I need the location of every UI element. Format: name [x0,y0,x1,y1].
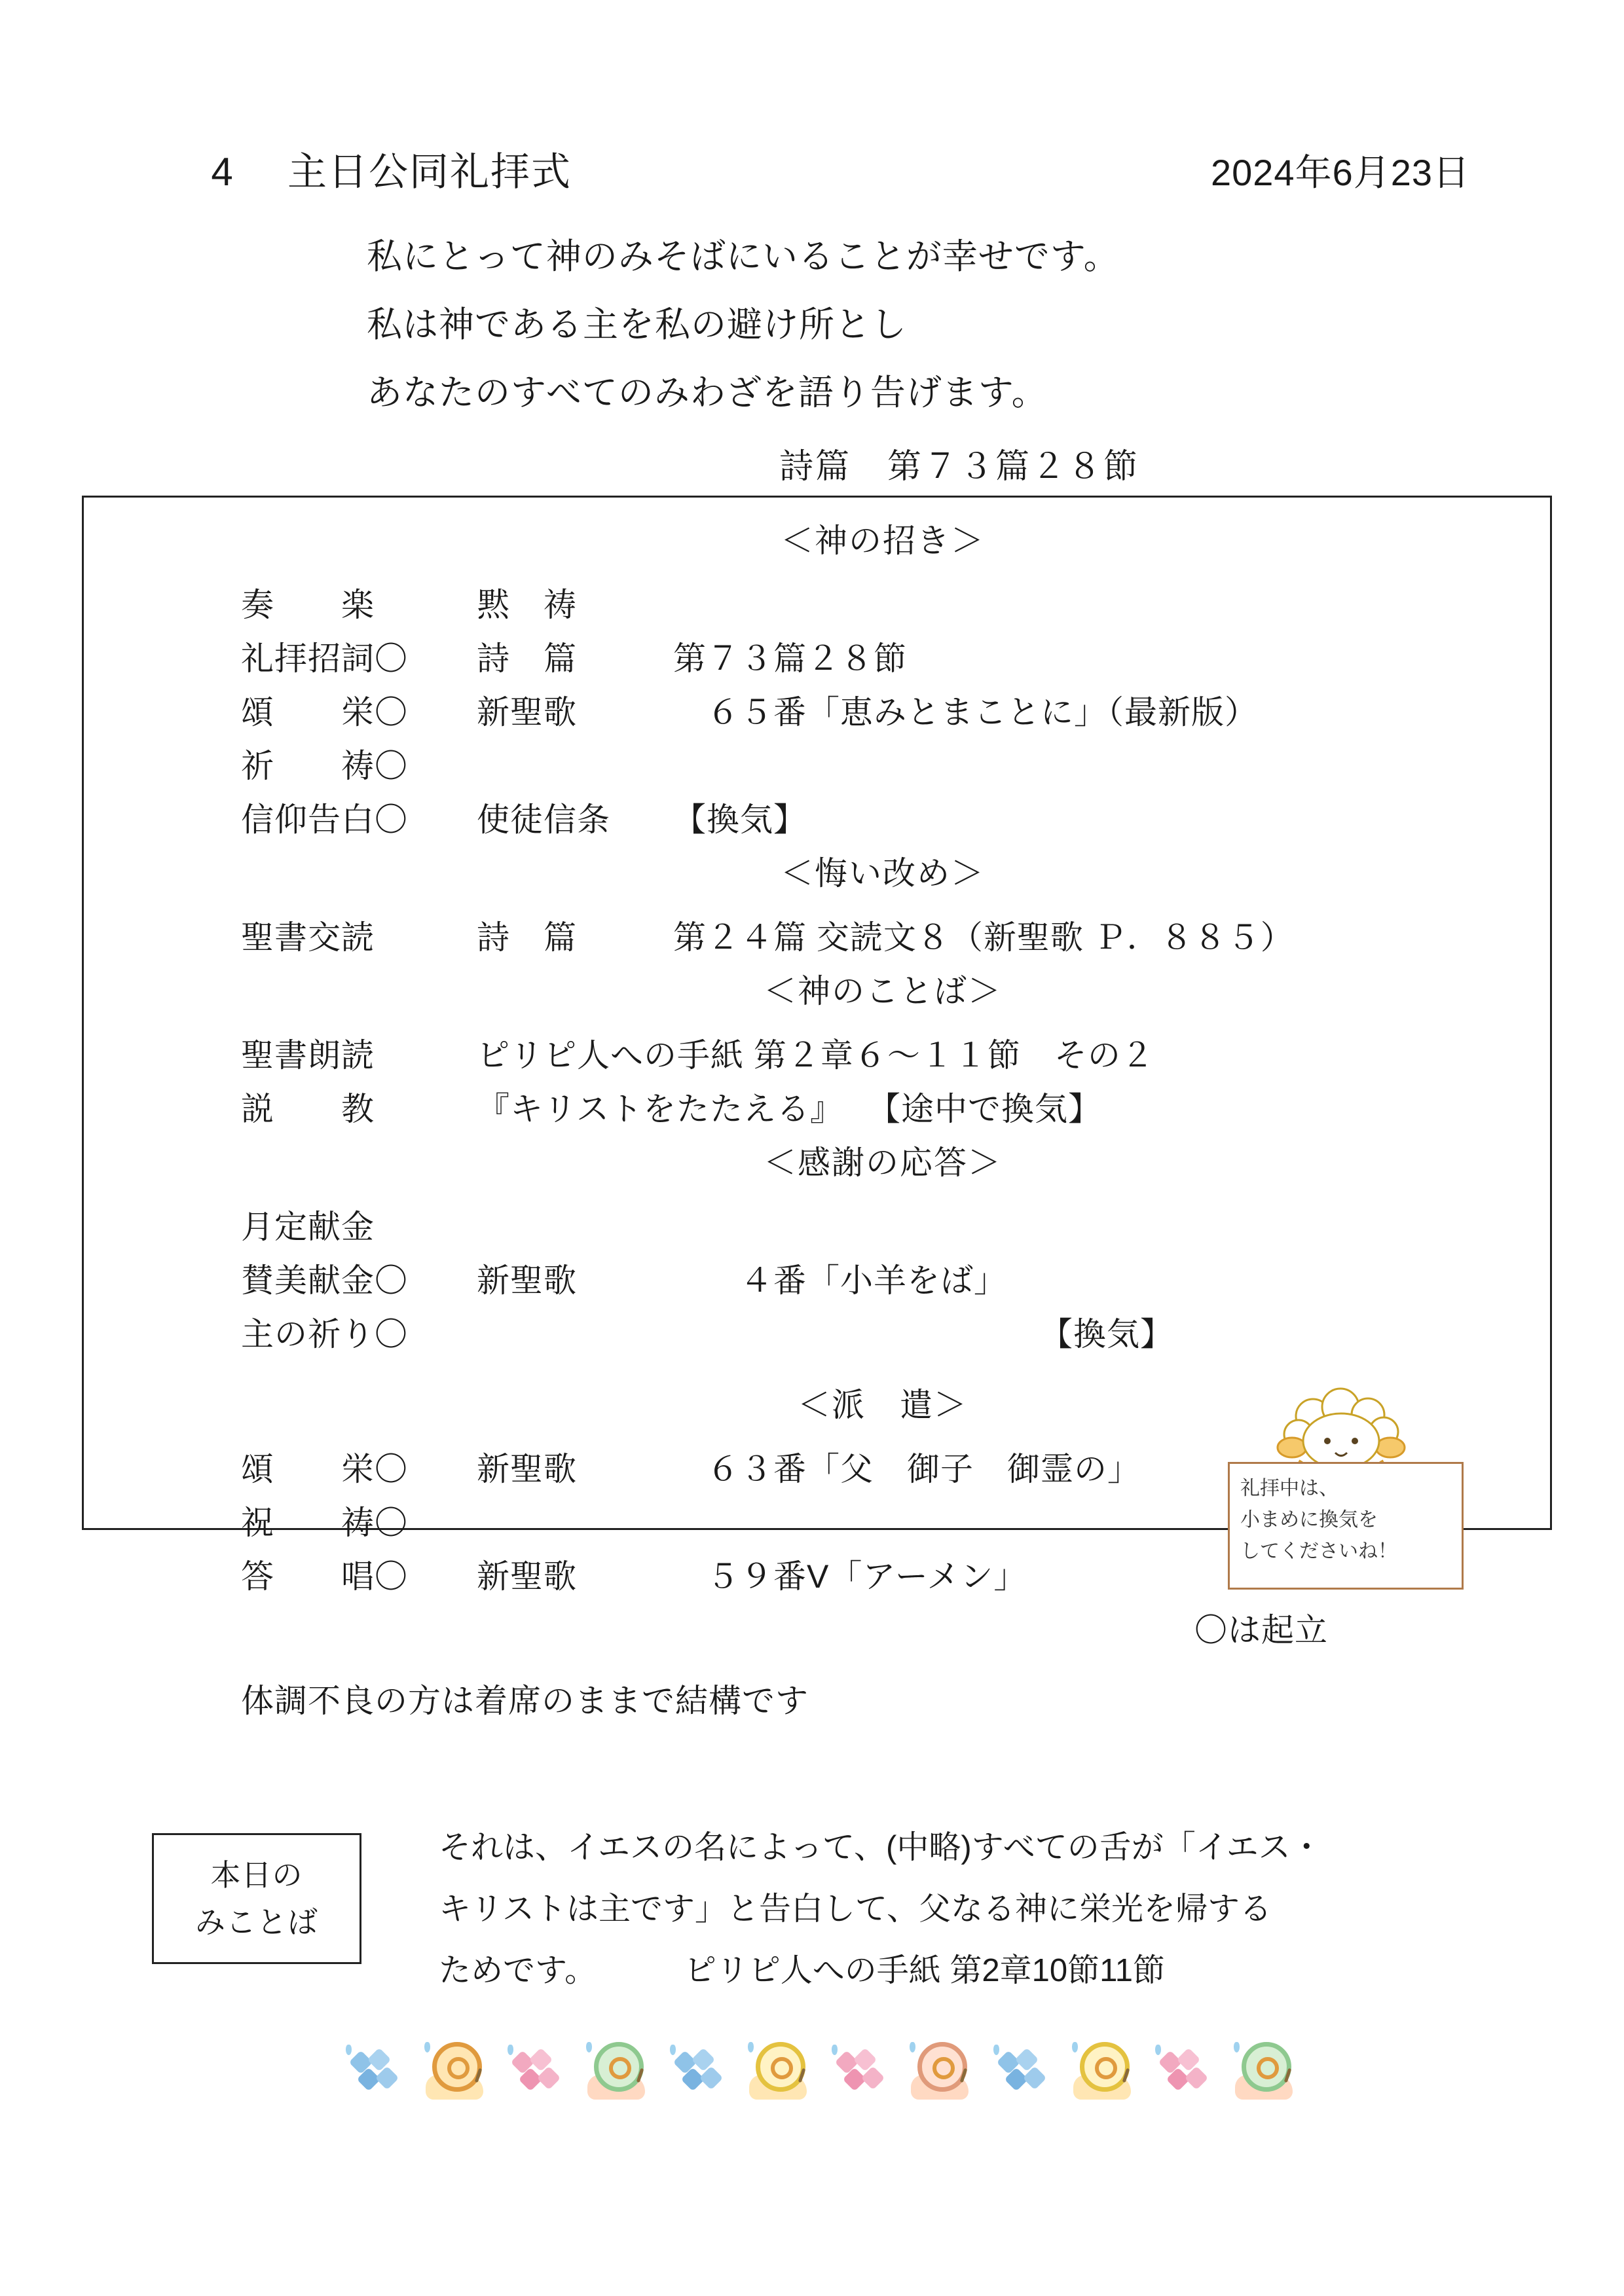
order-row-rest: ４番「小羊をば」 [673,1262,1007,1299]
order-row-label: 月定献金 [241,1209,375,1245]
order-row [241,686,1524,740]
snail-icon [745,2039,811,2105]
order-row [241,1201,1524,1254]
order-row [241,1083,1524,1137]
hydrangea-icon [988,2039,1054,2105]
standing-note-row [241,1604,1524,1658]
order-row-label: 説 教 [241,1091,375,1127]
section-heading-thanks: ＜感謝の応答＞ [764,1144,1002,1181]
word-line-3: ためです。 [439,1953,597,1988]
service-date: 2024年6月23日 [1210,152,1470,193]
decorative-border [341,2033,1297,2105]
verse-line-3: あなたのすべてのみわざを語り告げます。 [367,373,1048,412]
order-row-mid: 詩 篇 [477,919,577,956]
order-row-label: 賛美献金〇 [241,1262,408,1299]
word-of-the-day-text [439,1817,1486,2001]
sign-line-3: してくださいね！ [1240,1540,1397,1562]
page-title: 主日公同礼拝式 [287,150,572,194]
snail-icon [1231,2039,1297,2105]
order-row-label: 祝 祷〇 [241,1504,408,1541]
order-row [241,1029,1524,1083]
verse-reference: 詩篇 第７３篇２８節 [779,448,1140,486]
order-row-label: 祈 祷〇 [241,748,408,784]
order-row-rest: ６５番「恵みとまことに」（最新版） [673,694,1258,731]
order-row-mid: 『キリストをたたえる』 [477,1091,843,1127]
word-line-2: キリストは主です」と告白して、父なる神に栄光を帰する [439,1891,1272,1927]
order-row-mid: 新聖歌 [477,694,577,731]
order-row [241,911,1524,965]
health-note: 体調不良の方は着席のままで結構です [241,1683,809,1719]
order-row-mid: 使徒信条 [477,801,610,838]
hydrangea-icon [341,2039,406,2105]
order-row [241,1308,1524,1362]
section-heading-repentance: ＜悔い改め＞ [781,855,985,892]
order-row-rest: ６３番「父 御子 御霊の」 [673,1451,1141,1487]
hydrangea-icon [665,2039,730,2105]
snail-icon [583,2039,649,2105]
sign-line-2: 小まめに換気を [1240,1509,1378,1531]
order-row-label: 答 唱〇 [241,1558,408,1595]
hydrangea-icon [826,2039,892,2105]
section-heading-sending: ＜派 遣＞ [798,1387,968,1423]
order-row [241,793,1524,847]
verse-line-1: 私にとって神のみそばにいることが幸せです。 [367,237,1120,276]
service-number: 4 [211,150,234,194]
snail-icon [1069,2039,1135,2105]
order-row-label: 聖書交読 [241,919,375,956]
verse-line-2: 私は神である主を私の避け所とし [367,305,907,344]
sheep-ventilation-illustration [1215,1385,1470,1601]
word-line-3-wrap [439,1940,1486,2001]
page-header [167,141,1470,197]
order-row-label: 奏 楽 [241,587,375,623]
order-row [241,579,1524,632]
word-of-the-day-label-box [152,1833,361,1964]
section-heading-word: ＜神のことば＞ [764,973,1002,1010]
order-row [241,1254,1524,1308]
word-reference: ピリピ人への手紙 第2章10節11節 [684,1953,1165,1988]
order-row-mid: 詩 篇 [477,640,577,677]
order-row-mid: 黙 祷 [477,587,577,623]
order-row-mid: 新聖歌 [477,1558,577,1595]
word-line-1: それは、イエスの名によって、(中略)すべての舌が「イエス・ [439,1830,1323,1865]
order-row [241,632,1524,686]
order-row-rest: 【途中で換気】 [817,1091,1101,1127]
order-row-rest: ５９番V「アーメン」 [673,1558,1027,1595]
order-row-label: 信仰告白〇 [241,801,408,838]
order-row [241,740,1524,793]
order-row-label: 礼拝招詞〇 [241,640,408,677]
header-title-group [167,141,572,197]
snail-icon [907,2039,972,2105]
hydrangea-icon [1150,2039,1215,2105]
opening-verse [367,223,1414,427]
sign-line-1: 礼拝中は、 [1240,1478,1338,1499]
snail-icon [422,2039,487,2105]
section-heading-call: ＜神の招き＞ [781,522,985,559]
word-of-the-day-label-line-2: みことば [195,1905,318,1939]
order-row-label: 頌 栄〇 [241,694,408,731]
order-row-label: 頌 栄〇 [241,1451,408,1487]
ventilation-sign-board [1228,1462,1464,1590]
order-row-rest: 【換気】 [673,801,807,838]
order-row-label: 聖書朗読 [241,1037,375,1074]
order-row-rest: 第２４篇 交読文８（新聖歌 Ｐ．８８５） [673,919,1294,956]
order-row-mid: 新聖歌 [477,1451,577,1487]
ventilation-note: 【換気】 [1040,1316,1173,1353]
hydrangea-icon [502,2039,568,2105]
standing-note: 〇は起立 [1194,1612,1328,1649]
word-of-the-day-label-line-1: 本日の [210,1858,303,1892]
order-row-mid: 新聖歌 [477,1262,577,1299]
order-row-rest: ピリピ人への手紙 第２章６〜１１節 その２ [477,1037,1154,1074]
order-row-rest: 第７３篇２８節 [673,640,907,677]
order-row-label: 主の祈り〇 [241,1316,408,1353]
